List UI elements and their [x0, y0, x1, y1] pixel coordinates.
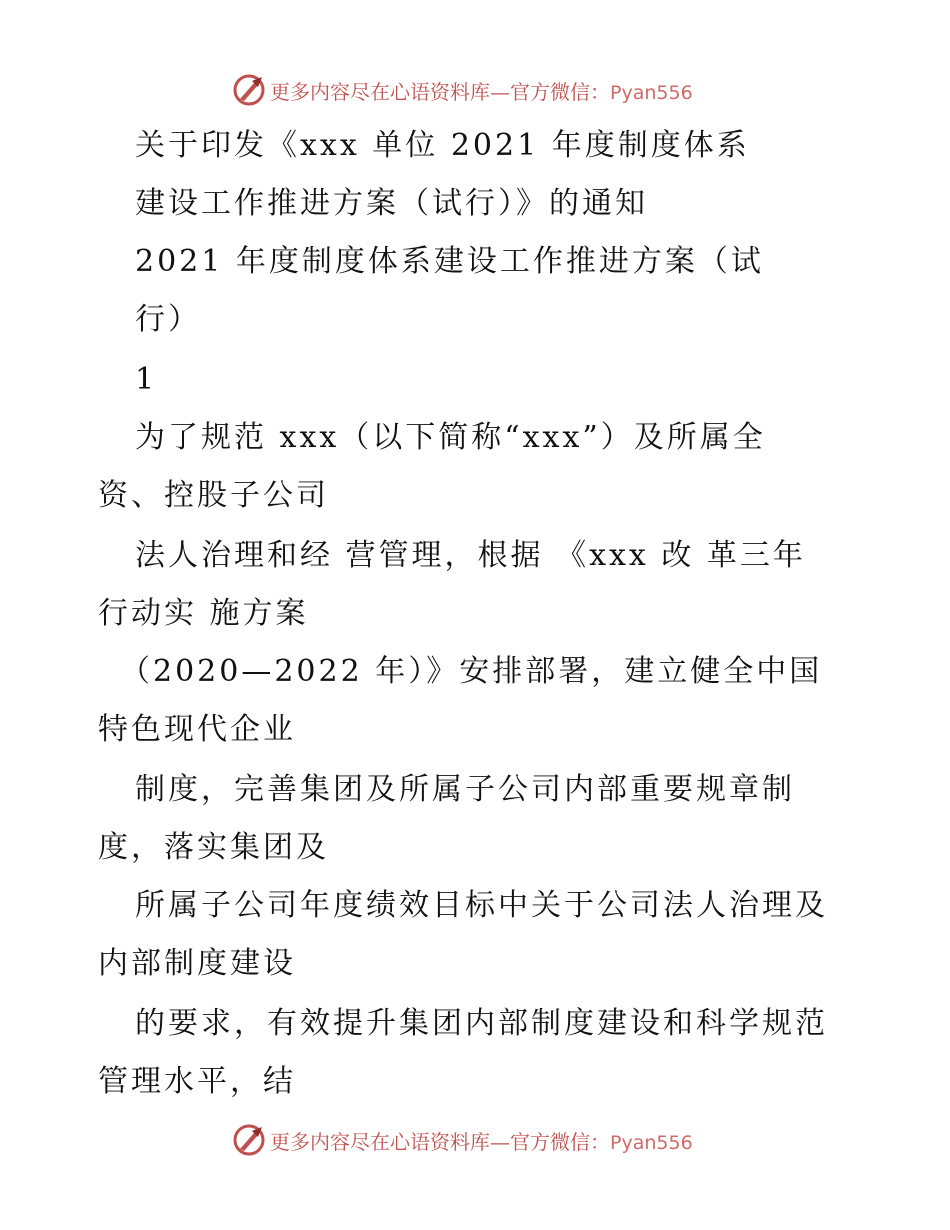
paragraph-line: （2020—2022 年）》安排部署，建立健全中国 — [120, 654, 823, 689]
title-line-1: 关于印发《xxx 单位 2021 年度制度体系 — [135, 128, 750, 163]
quill-logo-icon — [232, 1123, 266, 1157]
paragraph-line: 的要求，有效提升集团内部制度建设和科学规范 — [135, 1006, 828, 1041]
section-number: 1 — [135, 362, 158, 397]
paragraph-line: 度，落实集团及 — [98, 830, 329, 865]
paragraph-line: 法人治理和经 营管理，根据 《xxx 改 革三年 — [135, 538, 806, 573]
paragraph-line: 管理水平，结 — [98, 1064, 296, 1099]
footer-banner-text: 更多内容尽在心语资料库—官方微信：Pyan556 — [270, 1129, 693, 1154]
paragraph-line: 特色现代企业 — [98, 712, 296, 747]
subtitle-line-1: 2021 年度制度体系建设工作推进方案（试 — [135, 244, 764, 279]
paragraph-line: 制度，完善集团及所属子公司内部重要规章制 — [135, 772, 795, 807]
subtitle-line-2: 行） — [135, 302, 201, 337]
paragraph-line: 行动实 施方案 — [98, 596, 309, 631]
paragraph-line: 所属子公司年度绩效目标中关于公司法人治理及 — [135, 888, 828, 923]
paragraph-line: 内部制度建设 — [98, 946, 296, 981]
footer-watermark-banner — [232, 1120, 712, 1160]
title-line-2: 建设工作推进方案（试行）》的通知 — [135, 186, 648, 221]
header-wechat-id: Pyan556 — [610, 81, 693, 104]
header-banner-text: 更多内容尽在心语资料库—官方微信：Pyan556 — [270, 79, 693, 104]
paragraph-line: 资、控股子公司 — [98, 478, 329, 513]
paragraph-line: 为了规范 xxx（以下简称“xxx”）及所属全 — [135, 420, 766, 455]
footer-wechat-id: Pyan556 — [610, 1131, 693, 1154]
